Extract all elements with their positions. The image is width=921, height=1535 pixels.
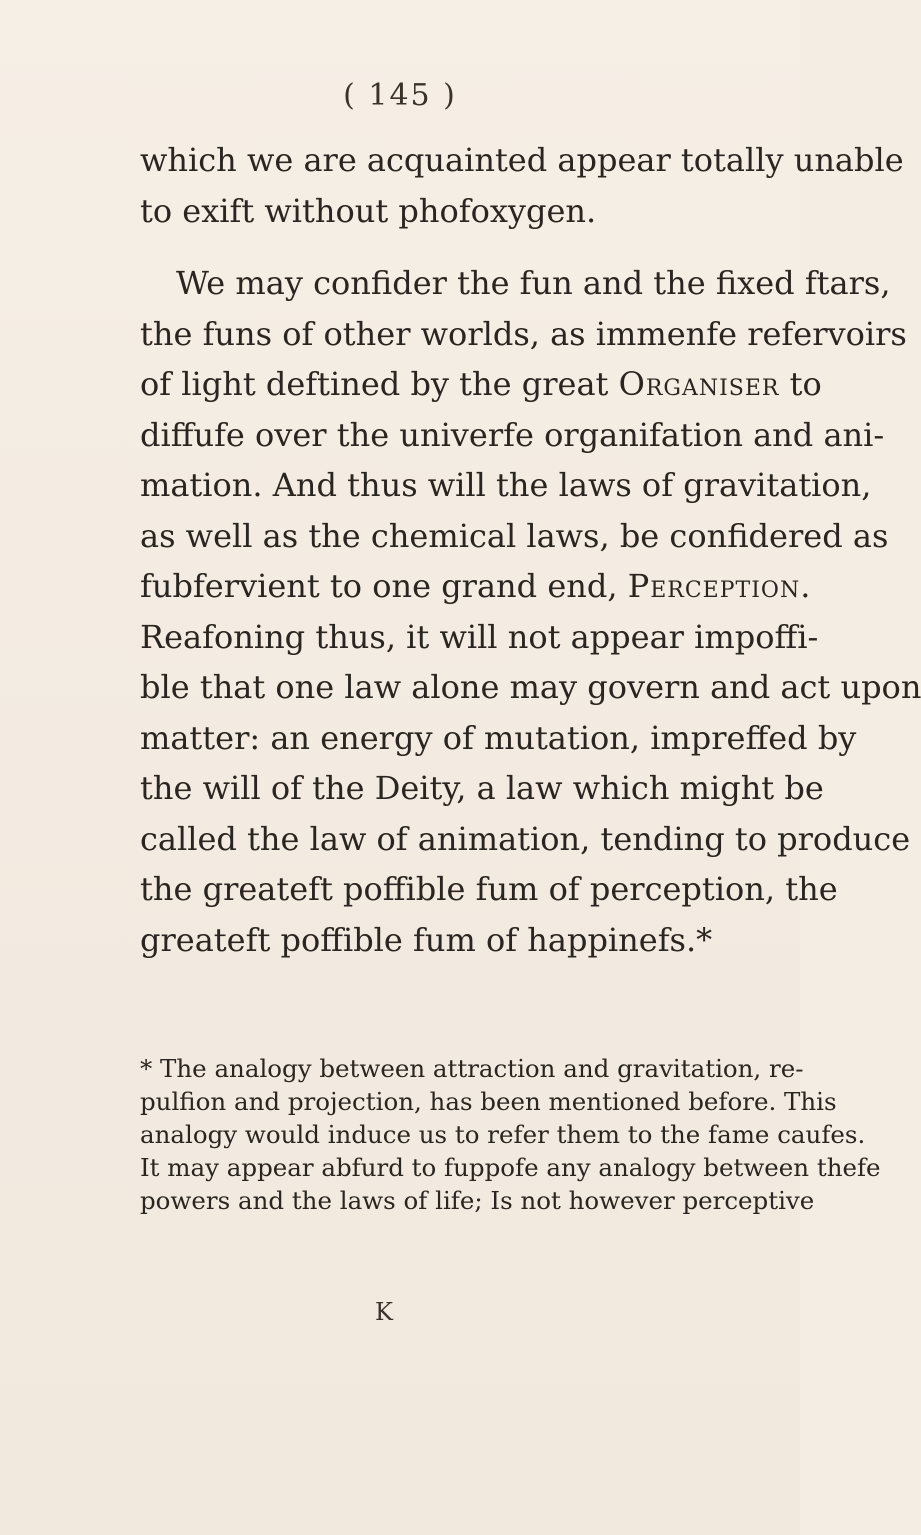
text-line: the funs of other worlds, as immenfe refervoirs (140, 314, 907, 353)
body-text (140, 135, 921, 965)
text-line: We may confider the fun and the fixed ftars, (176, 264, 891, 302)
footnote (140, 1052, 881, 1217)
small-caps-word: Organiser (618, 365, 780, 403)
text-line: called the law of animation, tending to produce (140, 819, 911, 858)
text-line: of light deftined by the great Organiser to (140, 365, 822, 403)
small-caps-word: Perception (627, 567, 801, 605)
text-line: greateft poffible fum of happinefs.* (140, 920, 713, 959)
text-line: the will of the Deity, a law which might be (140, 769, 824, 807)
text-line: diffufe over the univerfe organifation and ani- (140, 415, 885, 454)
footnote-line: pulfion and projection, has been mentioned before. This (140, 1087, 837, 1116)
page-number: ( 145 ) (343, 78, 457, 113)
footnote-line: * The analogy between attraction and gravitation, re- (140, 1054, 804, 1083)
text-line: the greateft poffible fum of perception, the (140, 870, 838, 908)
signature-mark: K (375, 1298, 393, 1326)
footnote-line: analogy would induce us to refer them to the fame caufes. (140, 1120, 866, 1149)
text-line: ble that one law alone may govern and act upon (140, 668, 921, 706)
text-line: to exift without phofoxygen. (140, 191, 597, 230)
text-line: matter: an energy of mutation, impreffed by (140, 718, 857, 757)
text-line: as well as the chemical laws, be confidered as (140, 516, 889, 555)
paragraph-gap (140, 236, 755, 258)
text-line: fubfervient to one grand end, Perception. (140, 567, 811, 605)
text-line: Reafoning thus, it will not appear impoffi- (140, 617, 819, 656)
text-line: which we are acquainted appear totally unable (140, 141, 904, 179)
footnote-line: It may appear abfurd to fuppofe any analogy between thefe (140, 1153, 881, 1182)
footnote-line: powers and the laws of life; Is not however perceptive (140, 1186, 815, 1215)
text-line: mation. And thus will the laws of gravitation, (140, 466, 872, 504)
